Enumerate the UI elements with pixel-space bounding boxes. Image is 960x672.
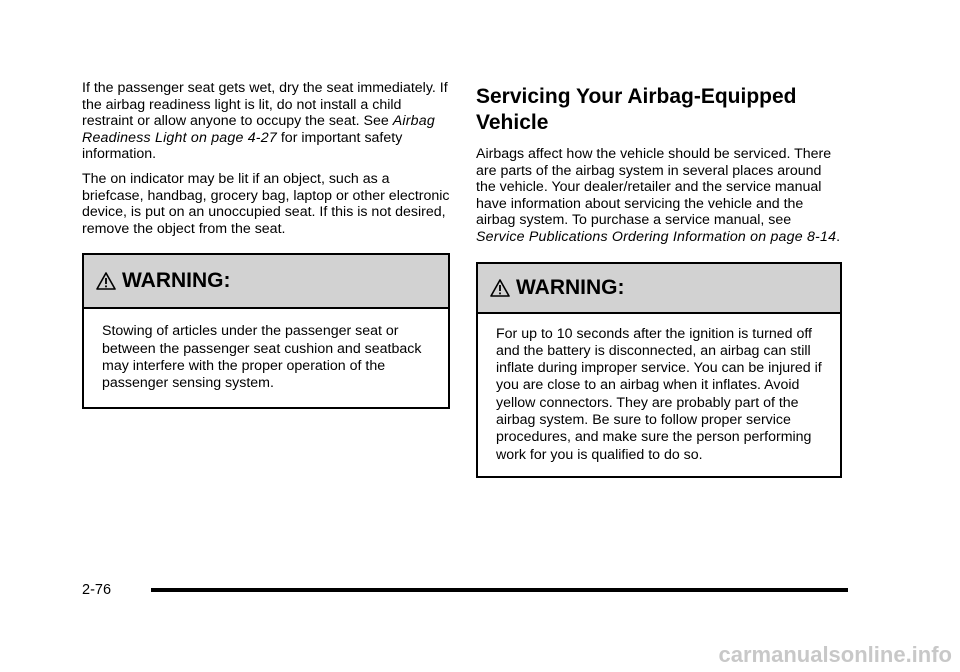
warning-triangle-icon [96, 271, 116, 291]
section-heading: Servicing Your Airbag-Equipped Vehicle [476, 85, 797, 134]
cross-reference-link[interactable]: Airbag Readiness Light on page 4-27 [82, 113, 435, 146]
warning-header [84, 255, 448, 309]
paragraph-text: . [836, 228, 841, 245]
warning-title: WARNING: [122, 269, 231, 293]
left-column [82, 80, 450, 409]
warning-text: For up to 10 seconds after the ignition is turned off and the battery is disconnected, an airbag can still inflate during improper service. You can be injured if you are close to an airbag when it inflates. Avoid yellow connectors. They are probably part of the airbag system. Be sure to follow proper service procedures, and make sure the person performing work for you is qualified to do so. [496, 325, 822, 463]
right-column [476, 84, 842, 478]
paragraph-wet-seat [82, 80, 450, 163]
cross-reference-link[interactable]: Service Publications Ordering Information on page 8-14 [476, 228, 837, 245]
warning-triangle-icon [490, 278, 510, 298]
paragraph-text: If the passenger seat gets wet, dry the seat immediately. If the airbag readiness light is lit, do not install a child restraint or allow anyone to occupy the seat. See [82, 80, 448, 130]
warning-body [478, 314, 840, 476]
footer-rule [151, 588, 848, 592]
paragraph-text: for important safety information. [82, 129, 403, 163]
warning-title: WARNING: [516, 275, 625, 299]
watermark: carmanualsonline.info [718, 642, 952, 667]
paragraph-servicing [476, 146, 842, 246]
page-number: 2-76 [82, 582, 112, 598]
warning-box [476, 262, 842, 478]
warning-body [84, 309, 448, 406]
warning-box [82, 253, 450, 408]
warning-header [478, 264, 840, 314]
paragraph-indicator: The on indicator may be lit if an object, such as a briefcase, handbag, grocery bag, laptop or other electronic device, is put on an unoccupied seat. If this is not desired, remove the object from the seat. [82, 170, 450, 237]
paragraph-text: Airbags affect how the vehicle should be serviced. There are parts of the airbag system in several places around the vehicle. Your dealer/retailer and the service manual have information about servicing the vehicle and the airbag system. To purchase a service manual, see [476, 146, 832, 229]
warning-text: Stowing of articles under the passenger seat or between the passenger seat cushion and seatback may interfere with the proper operation of the passenger sensing system. [102, 323, 422, 392]
